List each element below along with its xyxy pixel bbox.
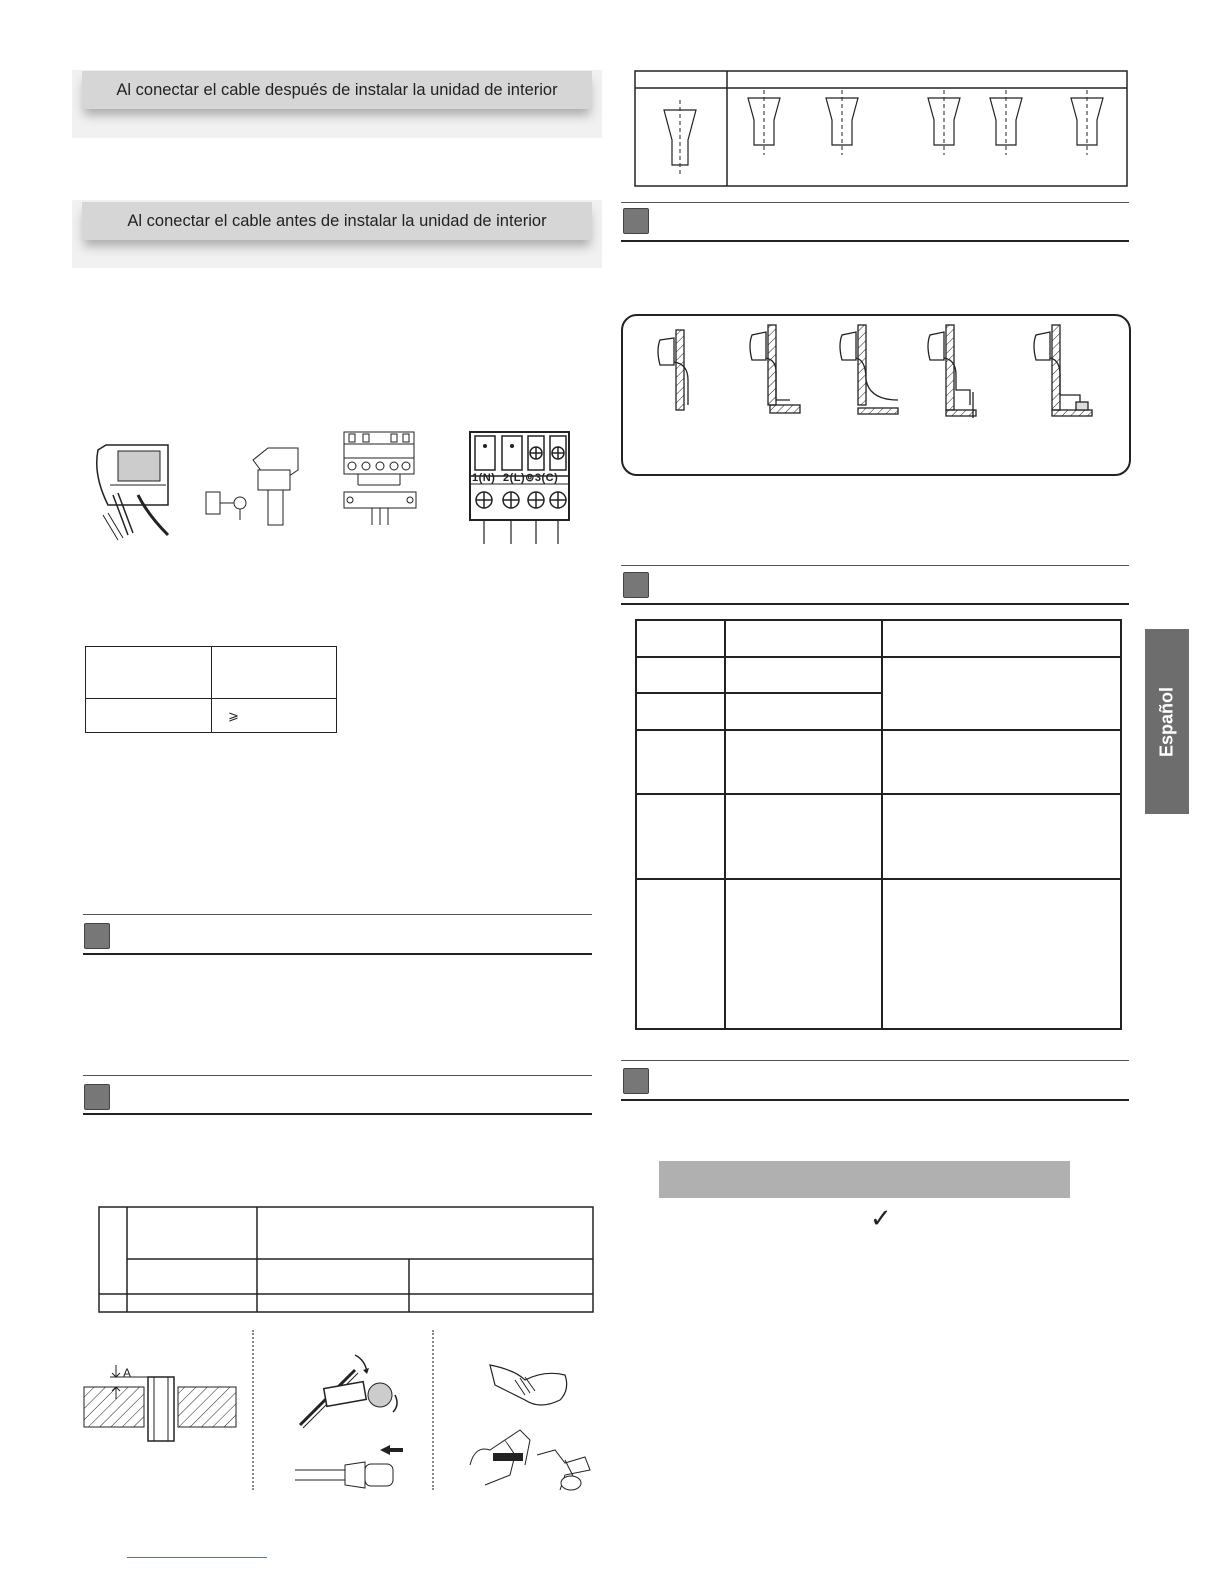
check-mark: ✓: [870, 1203, 892, 1233]
gray-header-bar: [659, 1161, 1070, 1198]
section-rule-bottom: [83, 1113, 592, 1115]
section-rule-top: [83, 914, 592, 915]
table-cell: [86, 699, 212, 733]
terminal-label-3c: 3(C): [534, 472, 559, 484]
flare-depth-diagram: [82, 1365, 242, 1445]
section-marker: [84, 923, 110, 949]
section-rule-bottom: [83, 953, 592, 955]
footer-link-underline: [127, 1557, 267, 1558]
terminal-block-illustration: [340, 430, 420, 530]
drain-hose-illustrations: [640, 320, 1110, 430]
language-tab: [1145, 629, 1189, 814]
terminal-label-2l: 2(L): [502, 472, 526, 484]
table-cell: [86, 647, 212, 699]
section-rule-bottom: [621, 240, 1129, 242]
section-rule-top: [83, 1075, 592, 1076]
section-rule-bottom: [621, 1099, 1129, 1101]
section-rule-top: [621, 202, 1129, 203]
indoor-unit-wiring-illustration: [88, 435, 178, 545]
dimension-marker-a: A: [123, 1366, 132, 1380]
language-tab-label: Español: [1156, 686, 1177, 757]
flaring-tool-illustration: [295, 1350, 410, 1490]
banner-after-install: Al conectar el cable después de instalar la unidad de interior: [82, 71, 592, 109]
outdoor-terminal-board: [470, 432, 570, 547]
section-marker: [623, 1068, 649, 1094]
section-rule-top: [621, 1060, 1129, 1061]
section-marker: [623, 208, 649, 234]
flare-shape-table: [634, 70, 1129, 188]
section-marker: [623, 572, 649, 598]
terminal-label-1n: 1(N): [472, 472, 496, 484]
flare-dimension-table: [99, 1207, 593, 1313]
section-marker: [84, 1084, 110, 1110]
terminal-labels: [472, 471, 558, 484]
cable-spec-table: [85, 646, 337, 733]
table-cell-symbol: ⩾: [212, 699, 337, 733]
hand-flaring-illustration: [465, 1345, 595, 1490]
divider: [432, 1330, 434, 1490]
terminal-separator: ⊚: [525, 472, 535, 484]
divider: [252, 1330, 254, 1490]
section-rule-top: [621, 565, 1129, 566]
banner-before-install: Al conectar el cable antes de instalar la unidad de interior: [82, 202, 592, 240]
ground-screw-illustration: [198, 440, 303, 530]
section-rule-bottom: [621, 603, 1129, 605]
check-table: [635, 619, 1123, 1031]
table-cell: [212, 647, 337, 699]
